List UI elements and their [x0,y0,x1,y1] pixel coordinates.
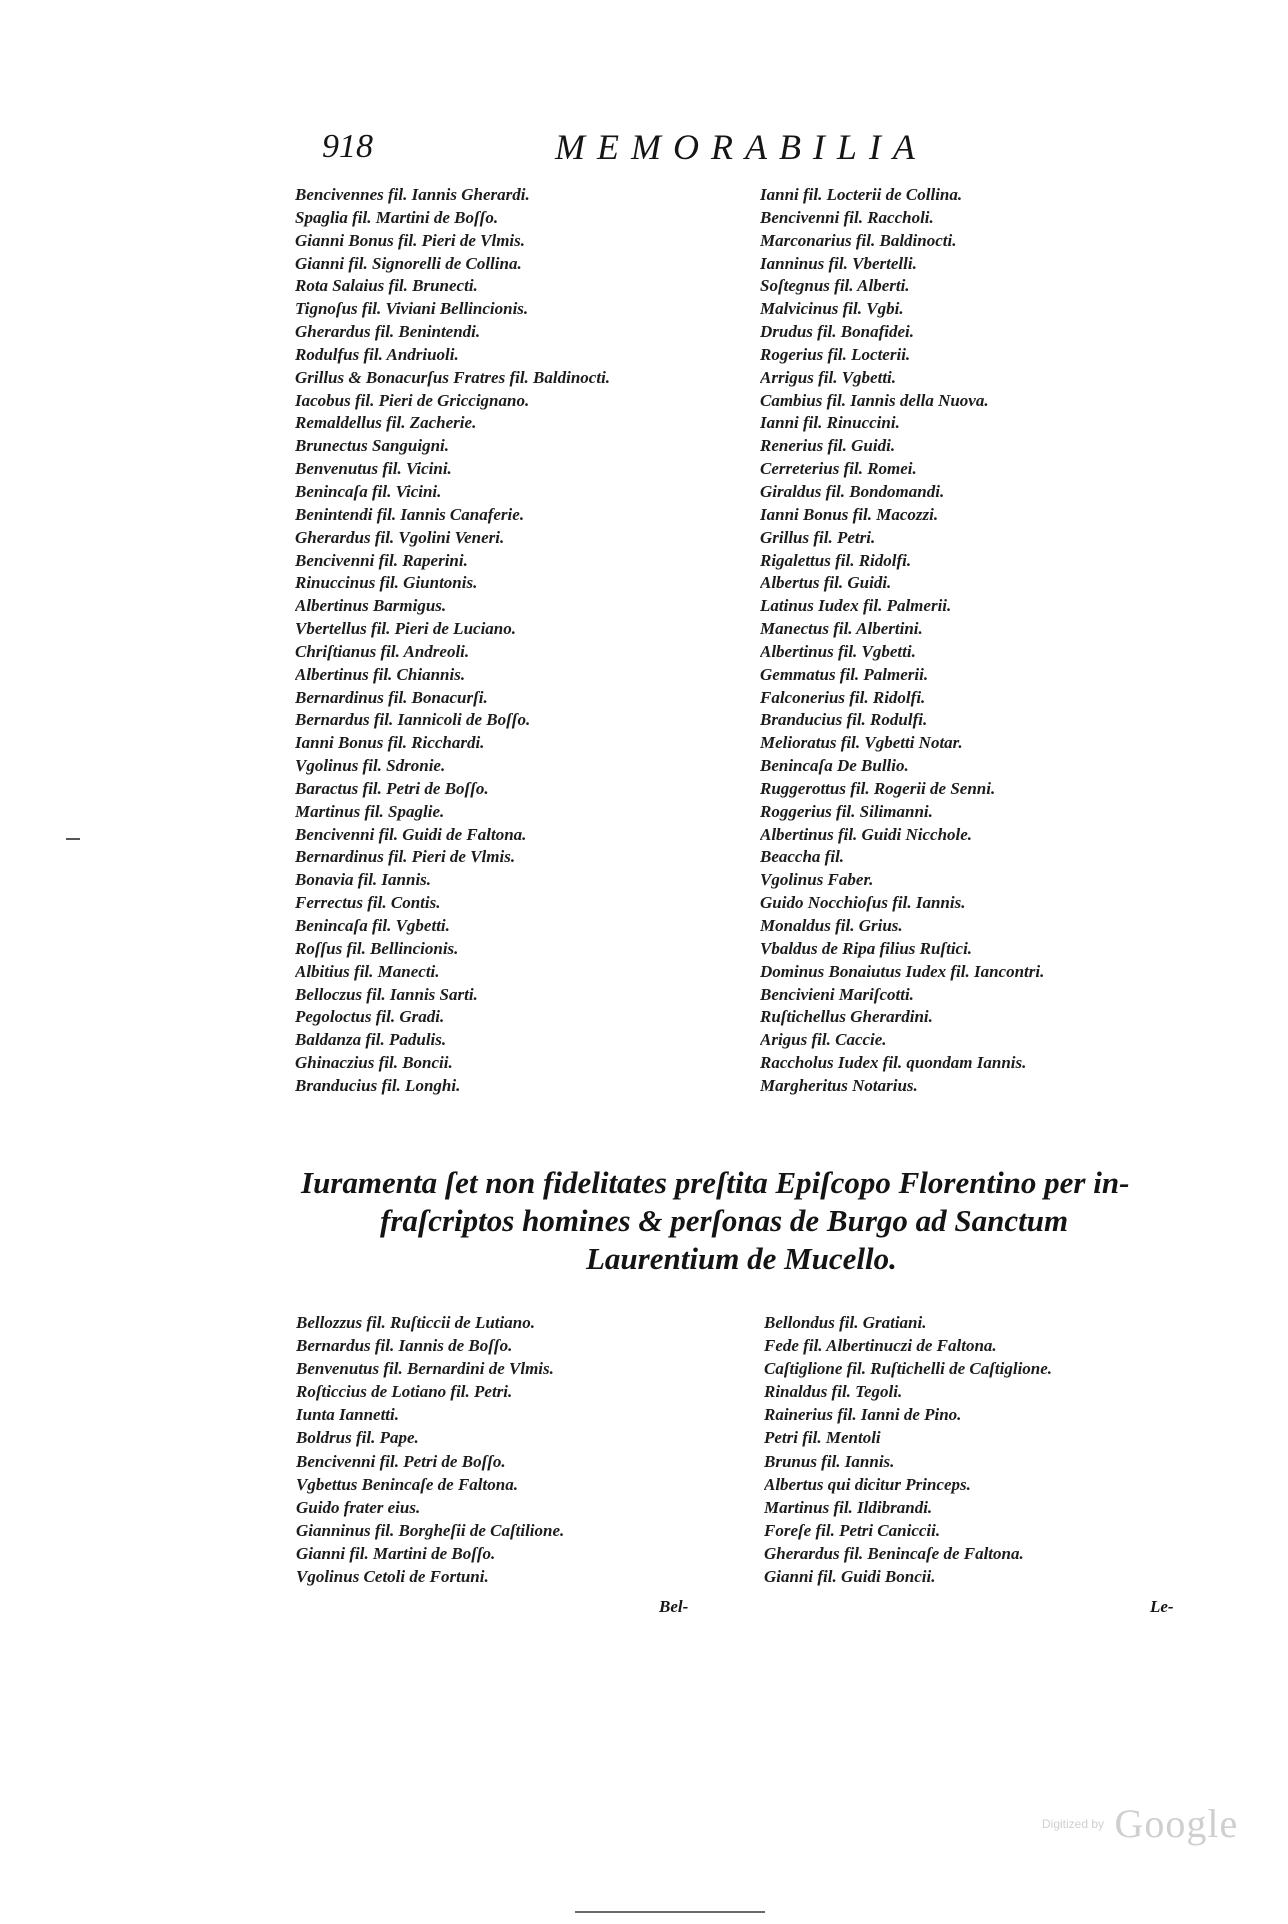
list-entry: Bencivieni Mariſcotti. [760,984,914,1004]
list-entry: Bellozzus fil. Ruſticcii de Lutiano. [296,1313,535,1332]
section-heading [278,1164,1218,1278]
list-entry: Vbertellus fil. Pieri de Luciano. [295,619,516,639]
list-entry: Albitius fil. Manecti. [295,961,440,981]
list-entry: Guido frater eius. [296,1497,421,1517]
list-entry: Gianninus fil. Borgheſii de Caſtilione. [296,1520,565,1540]
list-entry: Rigalettus fil. Ridolfi. [760,550,912,570]
list-entry: Bernardinus fil. Pieri de Vlmis. [295,847,516,867]
watermark-small-text: Digitized by [1042,1816,1105,1831]
list-entry: Renerius fil. Guidi. [760,436,896,456]
list-entry: Fede fil. Albertinuczi de Faltona. [764,1336,997,1356]
list-entry: Beaccha fil. [760,847,845,867]
list-entry: Bernardus fil. Iannicoli de Boſſo. [295,710,531,730]
page-number: 918 [322,128,373,165]
watermark-logo-text: Google [1114,1801,1239,1846]
list-entry: Albertus fil. Guidi. [760,573,892,593]
list-entry: Roſticcius de Lotiano fil. Petri. [296,1382,513,1402]
list-entry: Latinus Iudex fil. Palmerii. [760,596,952,616]
list-entry: Chriſtianus fil. Andreoli. [295,641,470,661]
list-entry: Bencivenni fil. Raccholi. [760,207,934,227]
list-entry: Grillus & Bonacurſus Fratres fil. Baldinocti. [295,367,611,387]
list-entry: Gianni fil. Martini de Boſſo. [296,1543,496,1563]
list-entry: Rodulfus fil. Andriuoli. [295,344,459,364]
list-entry: Ghinaczius fil. Boncii. [295,1053,453,1073]
list-entry: Ianni Bonus fil. Ricchardi. [295,733,485,753]
list-entry: Remaldellus fil. Zacherie. [295,413,477,433]
list-entry: Petri fil. Mentoli [764,1428,881,1448]
list-entry: Albertinus fil. Chiannis. [295,664,466,684]
list-entry: Benvenutus fil. Bernardini de Vlmis. [296,1359,554,1379]
list-entry: Branducius fil. Longhi. [295,1075,461,1095]
list-entry: Pegoloctus fil. Gradi. [295,1007,445,1027]
list-entry: Vgolinus fil. Sdronie. [295,756,446,776]
list-entry: Iunta Iannetti. [296,1405,399,1425]
section-heading-line: Iuramenta ſet non fidelitates preſtita Epiſcopo Florentino per in- [301,1165,1130,1200]
list-entry: Benintendi fil. Iannis Canaferie. [295,504,525,524]
catchword-right: Le- [1150,1597,1174,1616]
list-entry: Vgbettus Benincaſe de Faltona. [296,1474,518,1494]
list-entry: Giraldus fil. Bondomandi. [760,481,945,501]
list-entry: Boldrus fil. Pape. [296,1428,419,1448]
list-entry: Rinuccinus fil. Giuntonis. [295,573,478,593]
digitized-watermark [1042,1800,1238,1847]
running-head: MEMORABILIA [555,127,927,167]
list-entry: Roſſus fil. Bellincionis. [295,938,459,958]
list-entry: Ianninus fil. Vbertelli. [760,253,917,273]
list-entry: Raccholus Iudex fil. quondam Iannis. [760,1053,1027,1073]
list-entry: Baractus fil. Petri de Boſſo. [295,778,489,798]
list-entry: Rogerius fil. Locterii. [760,344,911,364]
list-entry: Bencivenni fil. Guidi de Faltona. [295,824,527,844]
list-entry: Caſtiglione fil. Ruſtichelli de Caſtiglione. [764,1359,1053,1379]
list-entry: Malvicinus fil. Vgbi. [760,299,904,319]
margin-speck [66,838,80,840]
list-entry: Gianni fil. Signorelli de Collina. [295,253,522,273]
list-entry: Benincaſa De Bullio. [760,756,909,776]
list-entry: Gianni fil. Guidi Boncii. [764,1567,936,1587]
list-entry: Gherardus fil. Benintendi. [295,322,481,342]
list-entry: Branducius fil. Rodulfi. [760,710,928,730]
list-entry: Marconarius fil. Baldinocti. [760,230,957,250]
list-entry: Roggerius fil. Silimanni. [760,801,933,821]
list-entry: Arigus fil. Caccie. [760,1030,887,1050]
list-entry: Vbaldus de Ripa filius Ruſtici. [760,938,973,958]
list-entry: Benincaſa fil. Vgbetti. [295,916,450,935]
list-entry: Manectus fil. Albertini. [760,619,923,639]
top-right-column [760,184,1200,1098]
list-entry: Dominus Bonaiutus Iudex fil. Iancontri. [760,961,1045,981]
list-entry: Benincaſa fil. Vicini. [295,481,442,501]
list-entry: Rainerius fil. Ianni de Pino. [764,1405,962,1425]
list-entry: Albertinus fil. Guidi Nicchole. [760,824,973,844]
list-entry: Bencivennes fil. Iannis Gherardi. [295,185,530,204]
list-entry: Bencivenni fil. Petri de Boſſo. [296,1451,506,1471]
list-entry: Benvenutus fil. Vicini. [295,459,452,479]
list-entry: Gemmatus fil. Palmerii. [760,664,929,684]
list-entry: Martinus fil. Spaglie. [295,801,445,821]
list-entry: Gherardus fil. Benincaſe de Faltona. [764,1543,1024,1563]
catchword-left: Bel- [659,1597,689,1616]
list-entry: Albertinus Barmigus. [295,596,447,616]
list-entry: Ferrectus fil. Contis. [295,893,441,913]
list-entry: Bernardus fil. Iannis de Boſſo. [296,1336,513,1356]
list-entry: Margheritus Notarius. [760,1075,918,1095]
list-entry: Brunectus Sanguigni. [295,436,450,456]
list-entry: Monaldus fil. Grius. [760,916,903,935]
list-entry: Ianni Bonus fil. Macozzi. [760,504,939,524]
section-heading-line: fraſcriptos homines & perſonas de Burgo ad Sanctum [380,1203,1069,1238]
top-left-column [295,184,755,1098]
list-entry: Rota Salaius fil. Brunecti. [295,276,478,296]
list-entry: Albertus qui dicitur Princeps. [764,1474,971,1494]
list-entry: Grillus fil. Petri. [760,527,876,547]
list-entry: Vgolinus Cetoli de Fortuni. [296,1567,489,1587]
list-entry: Iacobus fil. Pieri de Griccignano. [295,390,530,410]
bottom-left-column [296,1311,756,1588]
bottom-right-column [764,1311,1204,1588]
list-entry: Drudus fil. Bonafidei. [760,322,914,342]
list-entry: Cambius fil. Iannis della Nuova. [760,390,989,410]
list-entry: Bonavia fil. Iannis. [295,870,432,890]
list-entry: Ianni fil. Rinuccini. [760,413,900,433]
list-entry: Vgolinus Faber. [760,870,874,890]
list-entry: Soſtegnus fil. Alberti. [760,276,910,296]
list-entry: Guido Nocchioſus fil. Iannis. [760,893,966,913]
section-heading-line: Laurentium de Mucello. [586,1241,897,1276]
list-entry: Bencivenni fil. Raperini. [295,550,468,570]
list-entry: Spaglia fil. Martini de Boſſo. [295,207,499,227]
list-entry: Bernardinus fil. Bonacurſi. [295,687,488,707]
list-entry: Arrigus fil. Vgbetti. [760,367,897,387]
list-entry: Tignoſus fil. Viviani Bellincionis. [295,299,529,319]
list-entry: Gherardus fil. Vgolini Veneri. [295,527,505,547]
list-entry: Falconerius fil. Ridolfi. [760,687,926,707]
list-entry: Cerreterius fil. Romei. [760,459,917,479]
list-entry: Melioratus fil. Vgbetti Notar. [760,733,963,753]
list-entry: Albertinus fil. Vgbetti. [760,641,916,661]
list-entry: Martinus fil. Ildibrandi. [764,1497,933,1517]
list-entry: Gianni Bonus fil. Pieri de Vlmis. [295,230,526,250]
list-entry: Baldanza fil. Padulis. [295,1030,447,1050]
list-entry: Brunus fil. Iannis. [764,1451,895,1471]
bottom-rule [575,1911,765,1913]
list-entry: Rinaldus fil. Tegoli. [764,1382,903,1402]
list-entry: Belloczus fil. Iannis Sarti. [295,984,478,1004]
list-entry: Ianni fil. Locterii de Collina. [760,185,963,204]
list-entry: Bellondus fil. Gratiani. [764,1313,927,1332]
list-entry: Ruggerottus fil. Rogerii de Senni. [760,778,996,798]
list-entry: Foreſe fil. Petri Caniccii. [764,1520,941,1540]
list-entry: Ruſtichellus Gherardini. [760,1007,933,1027]
